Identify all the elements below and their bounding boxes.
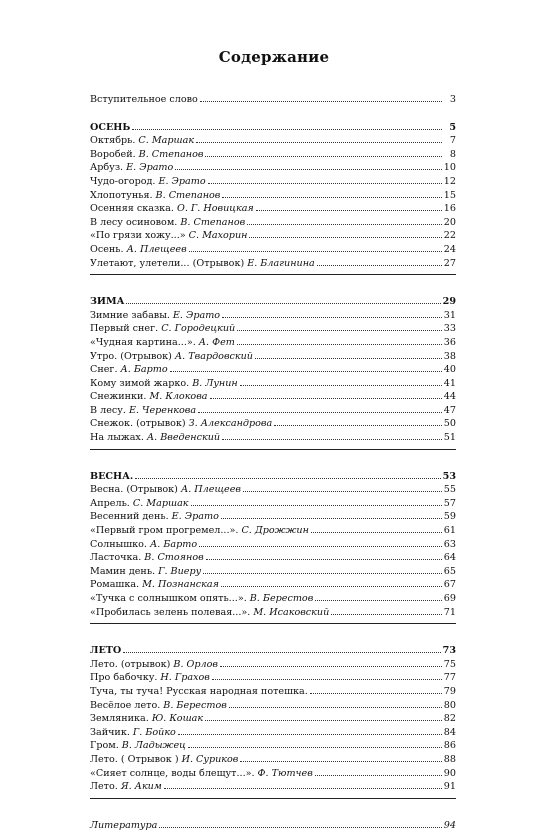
- entry-title: Осенняя сказка.: [90, 203, 174, 215]
- entry-author: В. Степанов: [155, 189, 221, 201]
- dot-leader: [198, 404, 442, 413]
- section-divider: [90, 274, 456, 275]
- toc-entry: [90, 565, 456, 579]
- page-number: 12: [443, 175, 456, 187]
- toc-entry: [90, 404, 456, 418]
- entry-author: Е. Эрато: [172, 309, 221, 321]
- page-number: 51: [443, 432, 456, 444]
- toc-entry: [90, 606, 456, 620]
- page-number: 77: [443, 672, 456, 684]
- dot-leader: [237, 322, 442, 331]
- toc-entry: [90, 148, 456, 162]
- dot-leader: [132, 121, 442, 130]
- dot-leader: [315, 767, 442, 776]
- entry-author: С. Маршак: [138, 135, 195, 147]
- toc-entry: [90, 175, 456, 189]
- toc-entry: [90, 377, 456, 391]
- entry-title: Утро. (Отрывок): [90, 350, 172, 362]
- toc-entry: [90, 257, 456, 271]
- entry-author: М. Познанская: [142, 579, 219, 591]
- page-number: 10: [443, 162, 456, 174]
- page-number: 67: [443, 579, 456, 591]
- entry-title: Осень.: [90, 243, 124, 255]
- dot-leader: [123, 644, 440, 653]
- toc-entry: [90, 739, 456, 753]
- entry-title: Апрель.: [90, 497, 130, 509]
- entry-author: Г. Виеру: [158, 565, 202, 577]
- entry-author: А. Твардовский: [174, 350, 253, 362]
- page-number: 90: [443, 767, 456, 779]
- toc-entry: [90, 671, 456, 685]
- entry-title: Туча, ты туча! Русская народная потешка.: [90, 685, 308, 697]
- page-number: 3: [449, 94, 456, 105]
- entry-title: «Тучка с солнышком опять...».: [90, 593, 247, 604]
- dot-leader: [126, 295, 440, 304]
- page-number: 33: [443, 323, 456, 335]
- dot-leader: [249, 229, 441, 238]
- entry-author: А. Плещеев: [126, 243, 187, 255]
- section-divider: [90, 798, 456, 799]
- page-number: 24: [443, 243, 456, 255]
- dot-leader: [188, 739, 442, 748]
- entry-title: Первый снег.: [90, 323, 159, 335]
- entry-author: Ф. Тютчев: [257, 767, 313, 779]
- entry-author: С. Маршак: [132, 497, 189, 509]
- dot-leader: [208, 175, 442, 184]
- entry-title: Лето. (отрывок): [90, 658, 171, 670]
- entry-author: Н. Грахов: [160, 672, 210, 684]
- entry-title: Лето.: [90, 781, 118, 793]
- entry-author: А. Плещеев: [180, 484, 241, 496]
- page-number: 80: [443, 699, 456, 711]
- dot-leader: [200, 93, 442, 102]
- dot-leader: [237, 336, 442, 345]
- toc-literature: [90, 819, 456, 832]
- toc-entry: [90, 510, 456, 524]
- toc-intro: [90, 93, 456, 107]
- page-title: Содержание: [218, 48, 330, 66]
- entry-author: В. Степанов: [180, 216, 246, 228]
- page-number: 29: [442, 296, 456, 308]
- table-of-contents: [90, 93, 456, 832]
- toc-entry: [90, 726, 456, 740]
- entry-author: Е. Эрато: [158, 175, 206, 187]
- entry-author: А. Фет: [198, 336, 235, 348]
- section-heading: [90, 470, 456, 484]
- entry-author: В. Лунин: [192, 377, 238, 389]
- dot-leader: [222, 431, 442, 440]
- entry-title: ЗИМА: [90, 296, 125, 308]
- page-number: 69: [443, 593, 456, 604]
- entry-author: С. Городецкий: [161, 323, 236, 335]
- entry-title: «По грязи хожу...»: [90, 230, 186, 242]
- page-number: 75: [443, 658, 456, 670]
- dot-leader: [205, 148, 442, 157]
- page-number: 88: [443, 753, 456, 765]
- page-number: 71: [443, 606, 456, 618]
- toc-entry: [90, 712, 456, 726]
- page-number: 16: [443, 203, 456, 215]
- dot-leader: [311, 524, 442, 533]
- dot-leader: [274, 417, 442, 426]
- entry-author: С. Махорин: [188, 230, 248, 242]
- dot-leader: [240, 377, 442, 386]
- entry-title: Снежок. (отрывок): [90, 418, 186, 430]
- page-number: 82: [443, 713, 456, 725]
- toc-entry: [90, 309, 456, 323]
- entry-title: Литература: [90, 819, 158, 831]
- entry-title: «Первый гром прогремел...».: [90, 525, 239, 537]
- dot-leader: [243, 483, 442, 492]
- dot-leader: [247, 216, 442, 225]
- dot-leader: [255, 350, 442, 359]
- dot-leader: [212, 671, 442, 680]
- toc-entry: [90, 363, 456, 377]
- page-number: 47: [443, 404, 456, 416]
- toc-entry: [90, 216, 456, 230]
- dot-leader: [222, 309, 442, 318]
- entry-title: Гром.: [90, 740, 119, 752]
- toc-entry: [90, 780, 456, 794]
- page-number: 63: [443, 538, 456, 550]
- entry-author: Е. Черенкова: [128, 404, 197, 416]
- dot-leader: [205, 712, 442, 721]
- page-number: 84: [443, 726, 456, 738]
- entry-author: Г. Бойко: [132, 726, 176, 738]
- section-divider: [90, 449, 456, 450]
- section-heading: [90, 644, 456, 658]
- dot-leader: [170, 363, 442, 372]
- toc-entry: [90, 350, 456, 364]
- page-number: 20: [443, 216, 456, 228]
- dot-leader: [199, 538, 442, 547]
- entry-title: В лесу.: [90, 404, 126, 416]
- dot-leader: [221, 578, 442, 587]
- section-gap: [90, 630, 456, 644]
- page-number: 65: [443, 565, 456, 577]
- dot-leader: [240, 753, 441, 762]
- entry-author: В. Ладыжец: [121, 740, 186, 752]
- section-gap: [90, 107, 456, 121]
- entry-author: А. Барто: [120, 364, 168, 376]
- page-number: 53: [442, 470, 456, 482]
- page-number: 36: [443, 336, 456, 348]
- entry-author: Я. Аким: [120, 781, 162, 793]
- dot-leader: [210, 390, 442, 399]
- section-divider: [90, 623, 456, 624]
- toc-entry: [90, 538, 456, 552]
- dot-leader: [159, 819, 441, 828]
- entry-author: Е. Благинина: [247, 257, 315, 269]
- entry-author: О. Г. Новицкая: [176, 203, 254, 215]
- entry-title: ОСЕНЬ: [90, 121, 131, 133]
- entry-title: ЛЕТО: [90, 645, 122, 657]
- dot-leader: [189, 243, 442, 252]
- toc-entry: [90, 431, 456, 445]
- dot-leader: [164, 780, 442, 789]
- entry-title: В лесу осиновом.: [90, 216, 178, 228]
- toc-entry: [90, 524, 456, 538]
- entry-title: Мамин день.: [90, 565, 156, 577]
- page-number: 41: [443, 377, 456, 389]
- entry-title: Октябрь.: [90, 135, 136, 147]
- section-heading: [90, 295, 456, 309]
- entry-title: Арбуз.: [90, 162, 124, 174]
- entry-author: А. Барто: [149, 538, 198, 550]
- entry-title: Снег.: [90, 364, 118, 376]
- entry-title: Кому зимой жарко.: [90, 377, 190, 389]
- entry-title: Вступительное слово: [90, 94, 198, 105]
- dot-leader: [222, 189, 441, 198]
- entry-title: Весна. (Отрывок): [90, 484, 178, 496]
- toc-entry: [90, 658, 456, 672]
- entry-author: В. Стоянов: [144, 552, 204, 564]
- toc-entry: [90, 336, 456, 350]
- entry-title: «Чудная картина...».: [90, 336, 196, 348]
- entry-author: А. Введенский: [146, 432, 221, 444]
- page-number: 22: [443, 230, 456, 242]
- entry-author: М. Исаковский: [253, 606, 330, 618]
- dot-leader: [175, 161, 441, 170]
- entry-title: Солнышко.: [90, 538, 147, 550]
- entry-title: Снежинки.: [90, 391, 147, 403]
- toc-entry: [90, 189, 456, 203]
- page-number: 94: [443, 819, 456, 831]
- toc-entry: [90, 202, 456, 216]
- toc-entry: [90, 592, 456, 606]
- section-gap: [90, 456, 456, 470]
- page-number: 40: [443, 364, 456, 376]
- toc-entry: [90, 753, 456, 767]
- page-number: 15: [443, 189, 456, 201]
- page-number: 79: [443, 685, 456, 697]
- toc-entry: [90, 390, 456, 404]
- entry-title: Чудо-огород.: [90, 175, 156, 187]
- entry-title: Земляника.: [90, 713, 149, 725]
- entry-author: В. Берестов: [163, 699, 227, 711]
- page-number: 55: [443, 484, 456, 496]
- toc-entry: [90, 685, 456, 699]
- toc-entry: [90, 161, 456, 175]
- entry-author: В. Берестов: [249, 593, 314, 604]
- section-gap: [90, 281, 456, 295]
- dot-leader: [310, 685, 442, 694]
- toc-entry: [90, 417, 456, 431]
- entry-title: Про бабочку.: [90, 672, 158, 684]
- entry-author: В. Орлов: [173, 658, 219, 670]
- entry-author: З. Александрова: [188, 418, 273, 430]
- entry-author: С. Дрожжин: [241, 525, 309, 537]
- dot-leader: [317, 257, 442, 266]
- toc-entry: [90, 229, 456, 243]
- entry-title: Зимние забавы.: [90, 309, 170, 321]
- dot-leader: [206, 551, 442, 560]
- entry-title: Воробей.: [90, 148, 136, 160]
- entry-author: М. Клокова: [149, 391, 208, 403]
- page-number: 73: [442, 645, 456, 657]
- dot-leader: [178, 726, 442, 735]
- toc-entry: [90, 134, 456, 148]
- entry-author: И. Суриков: [181, 753, 239, 765]
- section-gap: [90, 805, 456, 819]
- entry-author: Ю. Кошак: [151, 713, 204, 725]
- dot-leader: [256, 202, 442, 211]
- entry-title: Зайчик.: [90, 726, 130, 738]
- toc-entry: [90, 497, 456, 511]
- entry-title: Хлопотунья.: [90, 189, 153, 201]
- toc-entry: [90, 551, 456, 565]
- dot-leader: [221, 510, 442, 519]
- page-number: 31: [443, 309, 456, 321]
- page-number: 44: [443, 391, 456, 403]
- entry-title: На лыжах.: [90, 432, 144, 444]
- page-number: 86: [443, 740, 456, 752]
- dot-leader: [196, 134, 442, 143]
- toc-entry: [90, 483, 456, 497]
- toc-entry: [90, 322, 456, 336]
- entry-author: Е. Эрато: [126, 162, 174, 174]
- entry-title: Весенний день.: [90, 511, 169, 523]
- page-number: 50: [443, 418, 456, 430]
- entry-title: Ромашка.: [90, 579, 140, 591]
- section-heading: [90, 121, 456, 135]
- dot-leader: [191, 497, 442, 506]
- page-number: 7: [449, 135, 456, 147]
- toc-entry: [90, 243, 456, 257]
- entry-title: Весёлое лето.: [90, 699, 161, 711]
- dot-leader: [220, 658, 442, 667]
- entry-title: «Пробилась зелень полевая...».: [90, 606, 251, 618]
- entry-title: ВЕСНА.: [90, 470, 134, 482]
- page-number: 27: [443, 257, 456, 269]
- entry-title: Ласточка.: [90, 552, 142, 564]
- entry-author: В. Степанов: [138, 148, 204, 160]
- page-number: 61: [443, 525, 456, 537]
- entry-author: Е. Эрато: [171, 511, 219, 523]
- page-number: 8: [449, 148, 456, 160]
- page-number: 91: [443, 781, 456, 793]
- toc-entry: [90, 699, 456, 713]
- entry-title: Улетают, улетели... (Отрывок): [90, 257, 245, 269]
- dot-leader: [135, 470, 440, 479]
- page-number: 57: [443, 497, 456, 509]
- dot-leader: [315, 592, 442, 601]
- entry-title: «Сияет солнце, воды блещут...».: [90, 767, 255, 779]
- entry-title: Лето. ( Отрывок ): [90, 753, 179, 765]
- dot-leader: [331, 606, 442, 615]
- dot-leader: [229, 699, 442, 708]
- page-number: 38: [443, 350, 456, 362]
- toc-entry: [90, 578, 456, 592]
- page-number: 64: [443, 552, 456, 564]
- dot-leader: [203, 565, 442, 574]
- page-number: 59: [443, 511, 456, 523]
- toc-entry: [90, 767, 456, 781]
- page-number: 5: [449, 121, 456, 133]
